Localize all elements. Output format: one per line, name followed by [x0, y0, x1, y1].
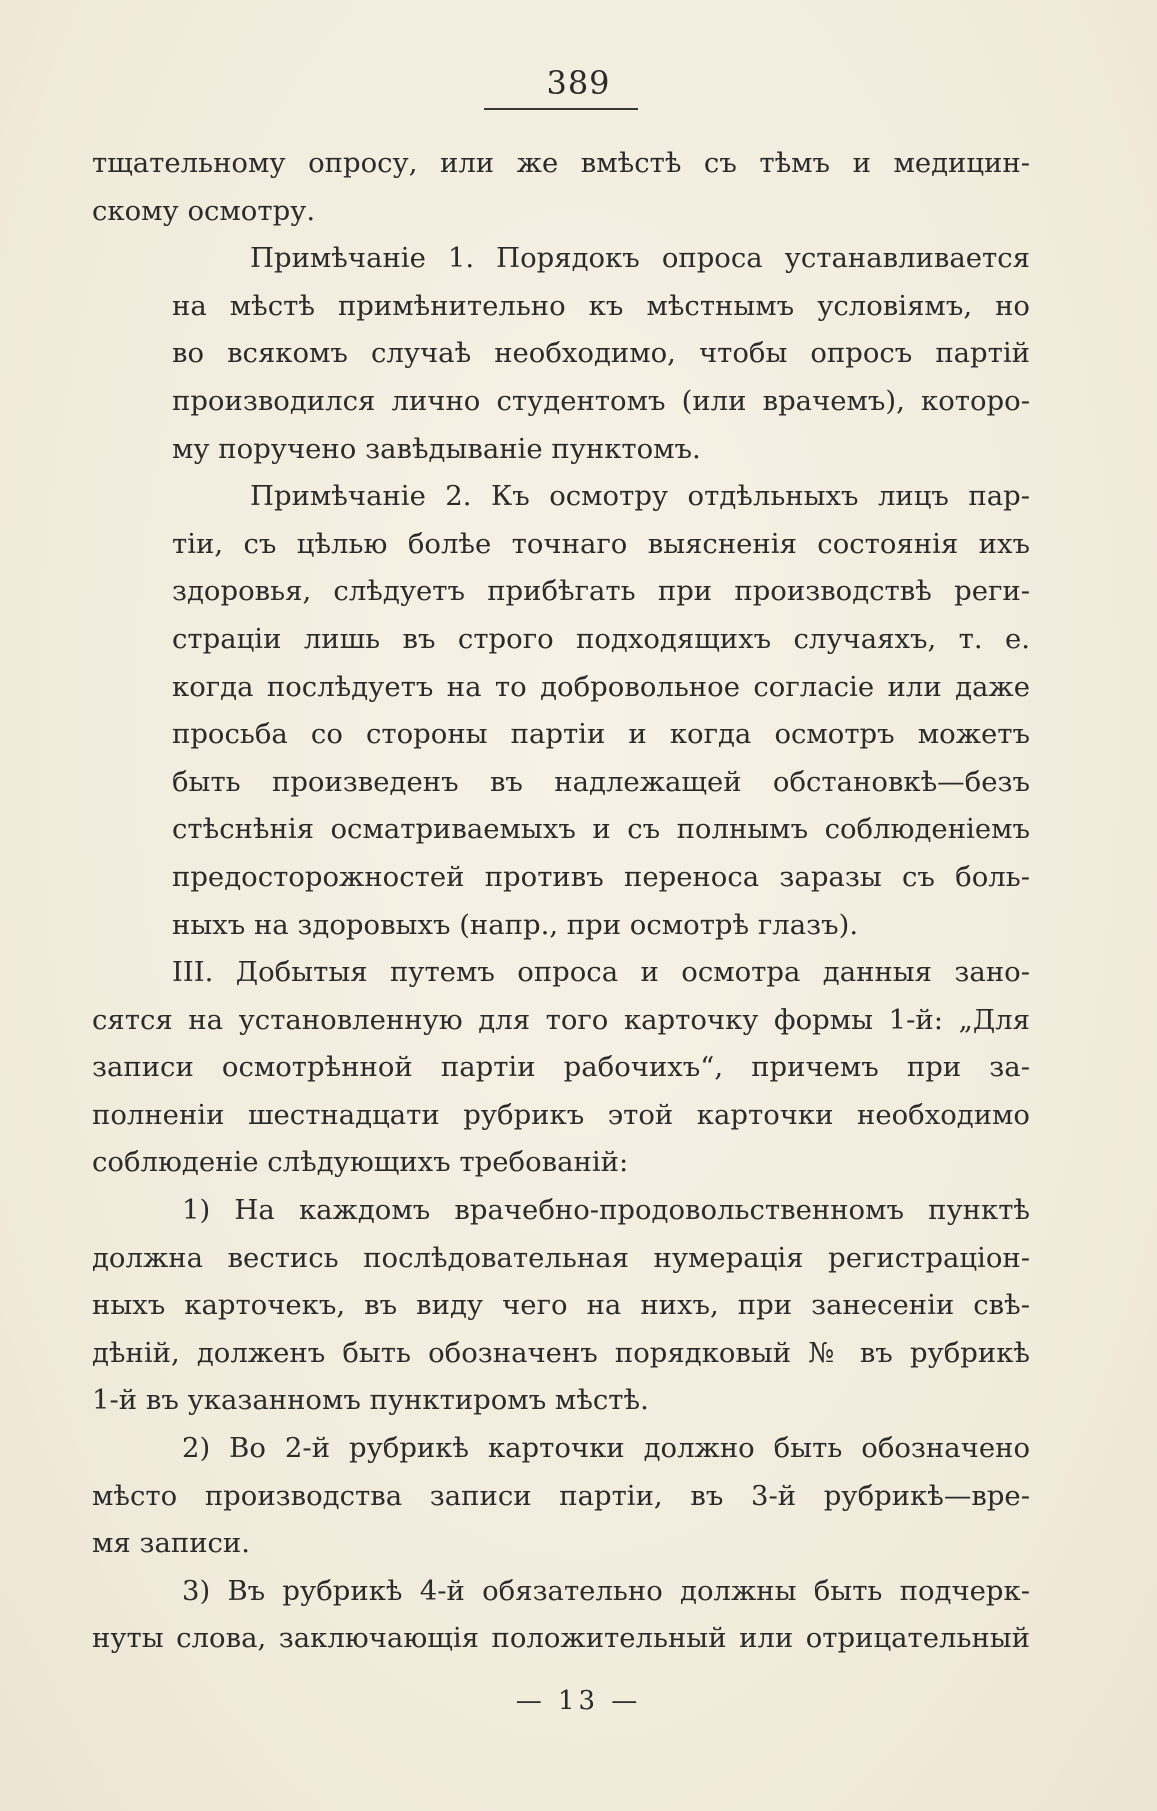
text-line: 2) Во 2-й рубрикѣ карточки должно быть обозначено — [182, 1432, 1030, 1465]
text-line: 1-й въ указанномъ пунктиромъ мѣстѣ. — [92, 1384, 649, 1417]
text-line: соблюденіе слѣдующихъ требованій: — [92, 1146, 629, 1179]
header-rule — [484, 108, 638, 110]
text-line: дѣній, долженъ быть обозначенъ порядковый № въ рубрикѣ — [92, 1336, 1030, 1369]
text-line: нуты слова, заключающія положительный или отрицательный — [92, 1622, 1030, 1655]
text-line: во всякомъ случаѣ необходимо, чтобы опросъ партій — [172, 337, 1030, 370]
text-line: Примѣчаніе 2. Къ осмотру отдѣльныхъ лицъ пар- — [250, 480, 1030, 513]
text-line: Примѣчаніе 1. Порядокъ опроса устанавливается — [250, 242, 1030, 275]
text-line: здоровья, слѣдуетъ прибѣгать при производствѣ реги- — [172, 575, 1030, 608]
text-line: предосторожностей противъ переноса заразы съ боль- — [172, 860, 1030, 893]
text-line: сятся на установленную для того карточку формы 1-й: „Для — [92, 1003, 1030, 1036]
text-line: страціи лишь въ строго подходящихъ случаяхъ, т. е. — [172, 622, 1030, 655]
text-line: производился лично студентомъ (или врачемъ), которо- — [172, 384, 1030, 417]
text-line: III. Добытыя путемъ опроса и осмотра данныя зано- — [172, 956, 1030, 989]
text-line: быть произведенъ въ надлежащей обстановкѣ—безъ — [172, 765, 1030, 798]
text-line: ныхъ на здоровыхъ (напр., при осмотрѣ глазъ). — [172, 908, 859, 941]
text-line: тіи, съ цѣлью болѣе точнаго выясненія состоянія ихъ — [172, 527, 1030, 560]
body-text — [92, 140, 1030, 1663]
text-line: тщательному опросу, или же вмѣстѣ съ тѣмъ и медицин- — [92, 147, 1030, 179]
text-line: 1) На каждомъ врачебно-продовольственномъ пунктѣ — [182, 1194, 1030, 1227]
text-line: скому осмотру. — [92, 194, 316, 227]
text-line: должна вестись послѣдовательная нумерація регистраціон- — [92, 1241, 1030, 1274]
text-line: мя записи. — [92, 1527, 251, 1560]
text-line: на мѣстѣ примѣнительно къ мѣстнымъ условіямъ, но — [172, 289, 1030, 322]
text-line: ныхъ карточекъ, въ виду чего на нихъ, при занесеніи свѣ- — [92, 1289, 1030, 1322]
page-number: 389 — [546, 64, 611, 102]
text-line: 3) Въ рубрикѣ 4-й обязательно должны быть подчерк- — [182, 1574, 1030, 1607]
text-line: записи осмотрѣнной партіи рабочихъ“, причемъ при за- — [92, 1051, 1030, 1084]
text-line: му поручено завѣдываніе пунктомъ. — [172, 432, 701, 465]
text-line: полненіи шестнадцати рубрикъ этой карточки необходимо — [92, 1098, 1030, 1131]
text-line: когда послѣдуетъ на то добровольное согласіе или даже — [172, 670, 1030, 703]
text-line: просьба со стороны партіи и когда осмотръ можетъ — [172, 718, 1030, 751]
text-line: стѣснѣнія осматриваемыхъ и съ полнымъ соблюденіемъ — [172, 813, 1030, 846]
signature-mark: — 13 — — [515, 1686, 642, 1716]
text-line: мѣсто производства записи партіи, въ 3-й рубрикѣ—вре- — [92, 1479, 1030, 1512]
